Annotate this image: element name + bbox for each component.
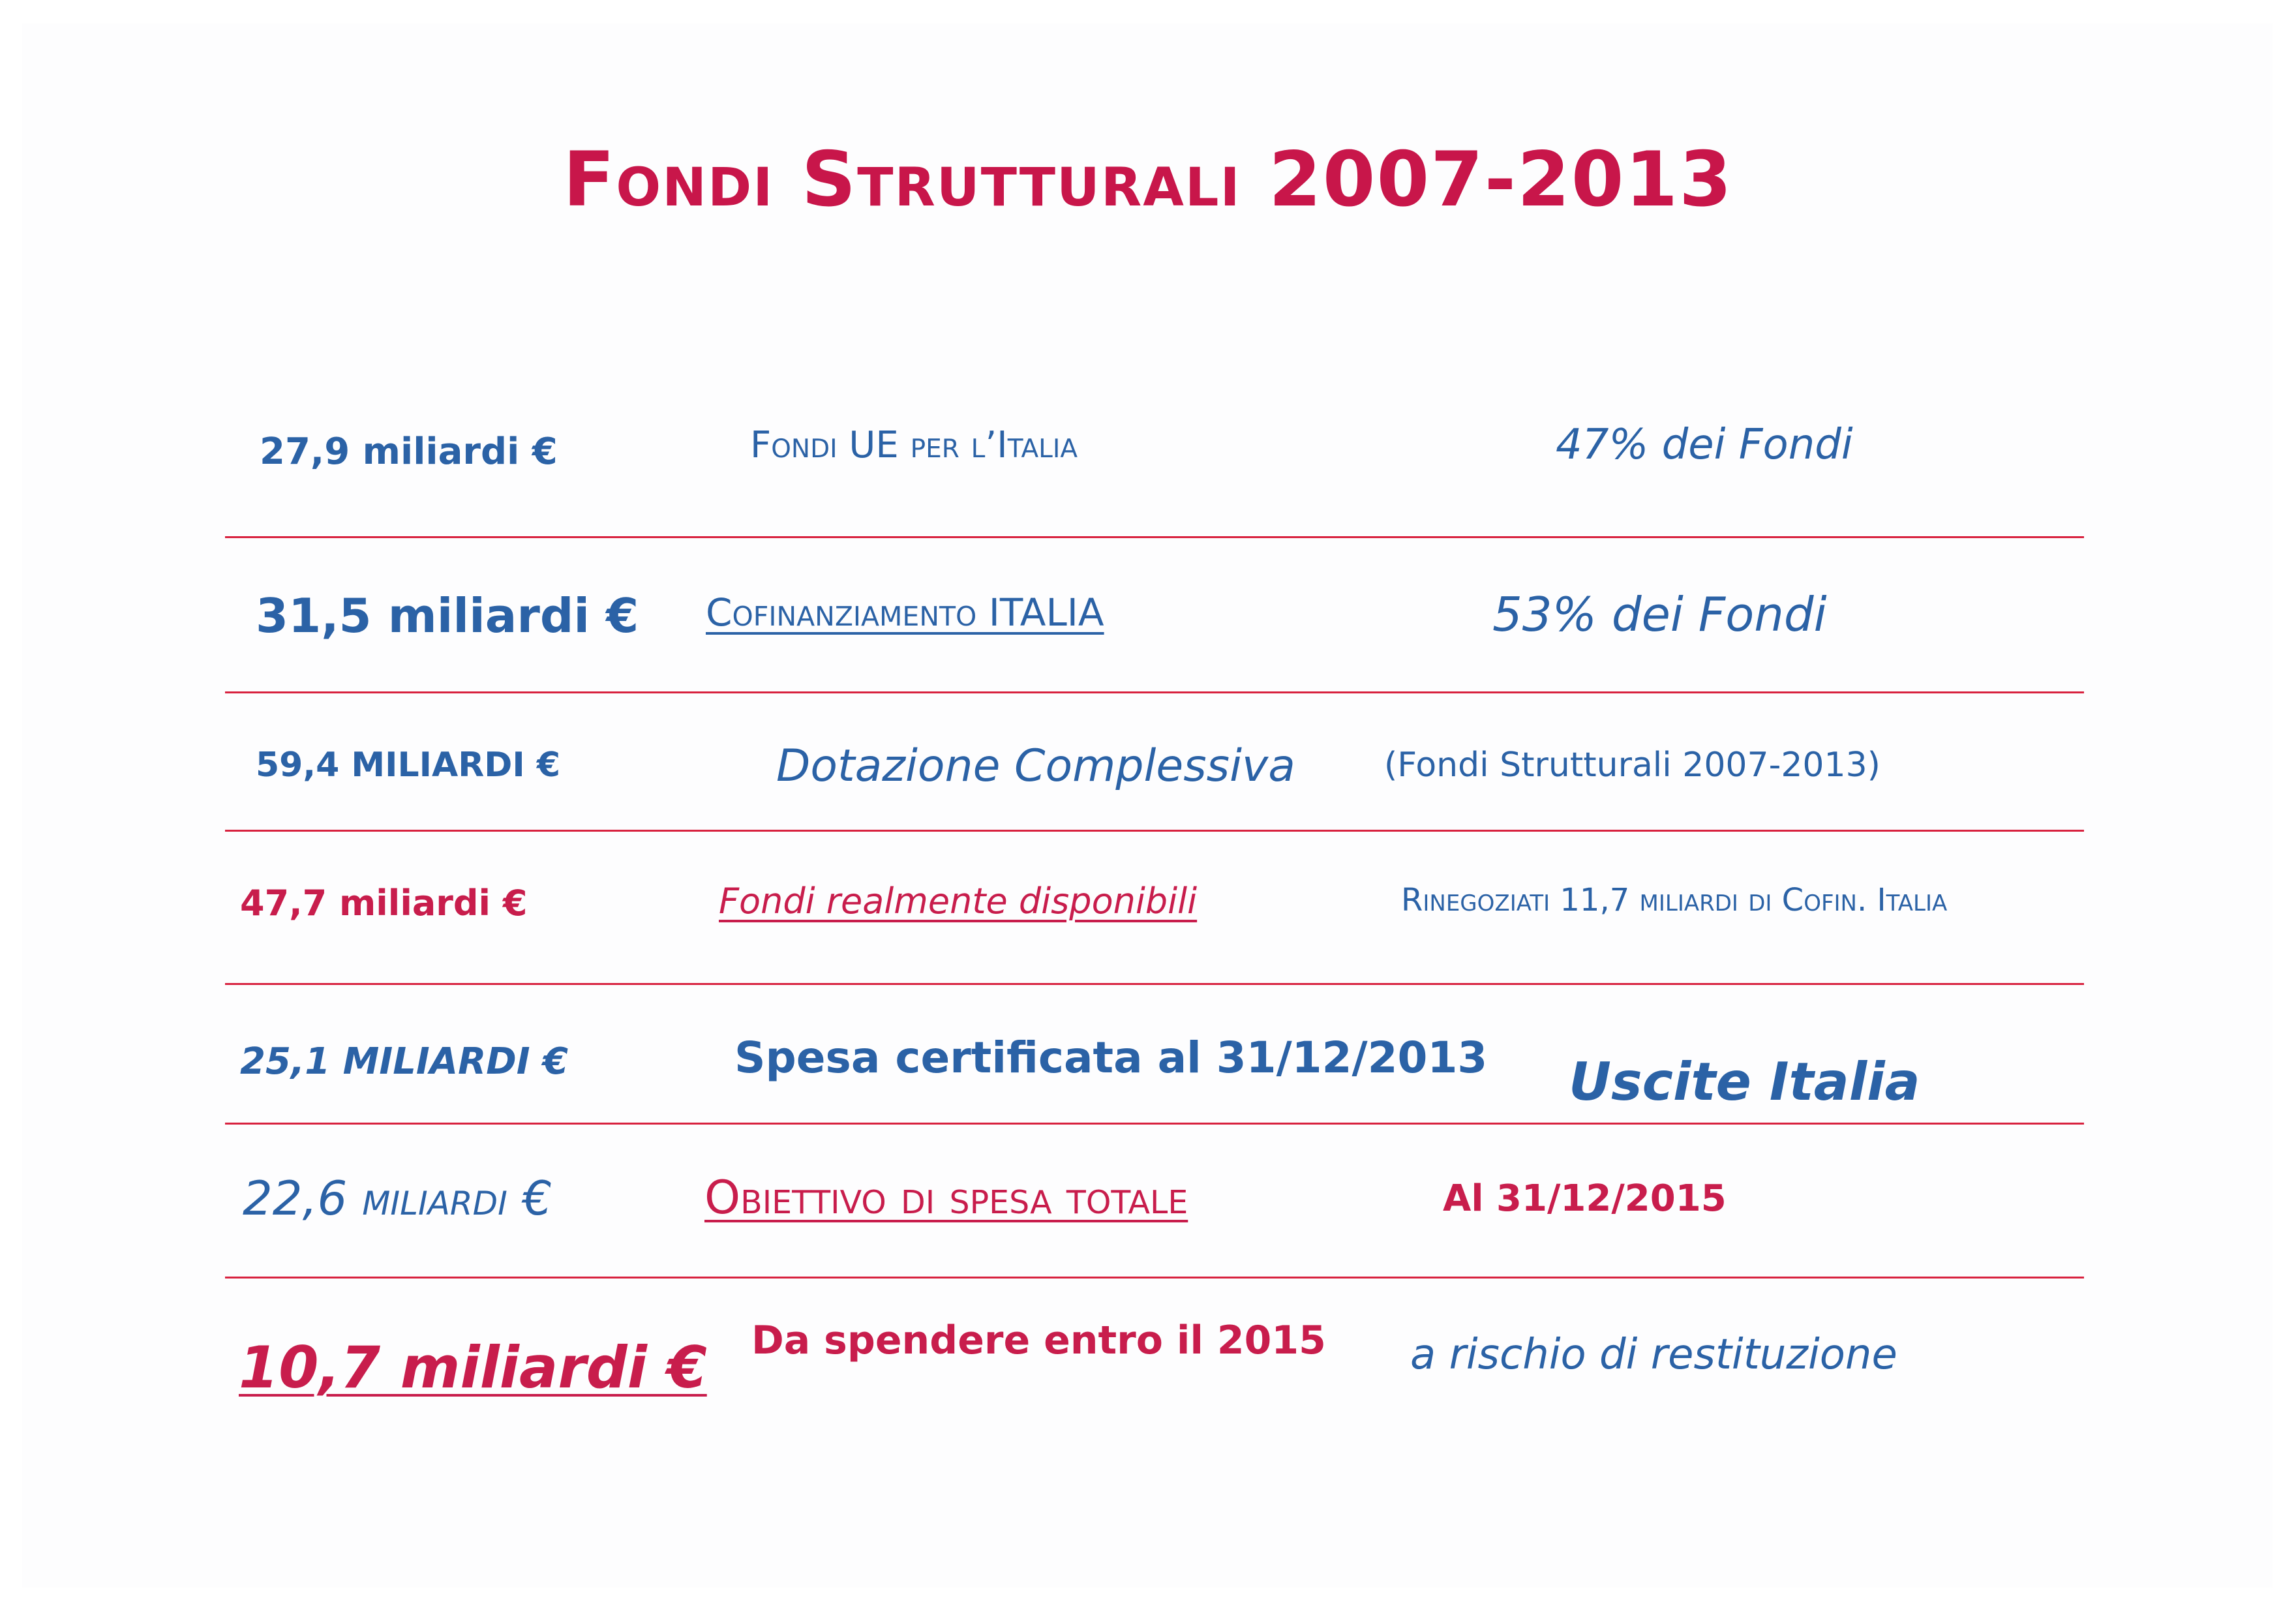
page-title: Fondi Strutturali 2007-2013 [563,136,1733,224]
row-6-label: Obiettivo di spesa totale [704,1171,1188,1224]
row-6-note: Al 31/12/2015 [1443,1177,1727,1220]
row-3-amount: 59,4 MILIARDI € [256,746,561,785]
row-4-label: Fondi realmente disponibili [719,881,1198,922]
row-6-amount: 22,6 miliardi € [243,1171,552,1226]
row-1-note: 47% dei Fondi [1556,421,1853,469]
row-2-label: Cofinanziamento ITALIA [706,590,1104,635]
row-7-note: a rischio di restituzione [1410,1331,1897,1379]
row-4-amount: 47,7 miliardi € [240,883,528,924]
row-7-amount: 10,7 miliardi € [239,1334,707,1401]
row-divider [225,536,2084,538]
row-divider [225,1277,2084,1279]
row-3-label: Dotazione Complessiva [776,740,1295,792]
row-divider [225,691,2084,693]
row-divider [225,983,2084,985]
row-5-label: Spesa certificata al 31/12/2013 [734,1033,1488,1083]
row-5-note: Uscite Italia [1569,1052,1920,1112]
row-7-label: Da spendere entro il 2015 [751,1318,1326,1363]
row-2-note: 53% dei Fondi [1492,587,1827,642]
row-3-note: (Fondi Strutturali 2007-2013) [1384,746,1881,785]
row-2-amount: 31,5 miliardi € [256,588,639,643]
row-5-amount: 25,1 MILIARDI € [240,1040,568,1083]
row-1-label: Fondi UE per l’Italia [750,424,1078,466]
row-1-amount: 27,9 miliardi € [260,431,558,473]
row-divider [225,1123,2084,1125]
row-4-note: Rinegoziati 11,7 miliardi di Cofin. Italia [1401,882,1948,918]
row-divider [225,830,2084,832]
